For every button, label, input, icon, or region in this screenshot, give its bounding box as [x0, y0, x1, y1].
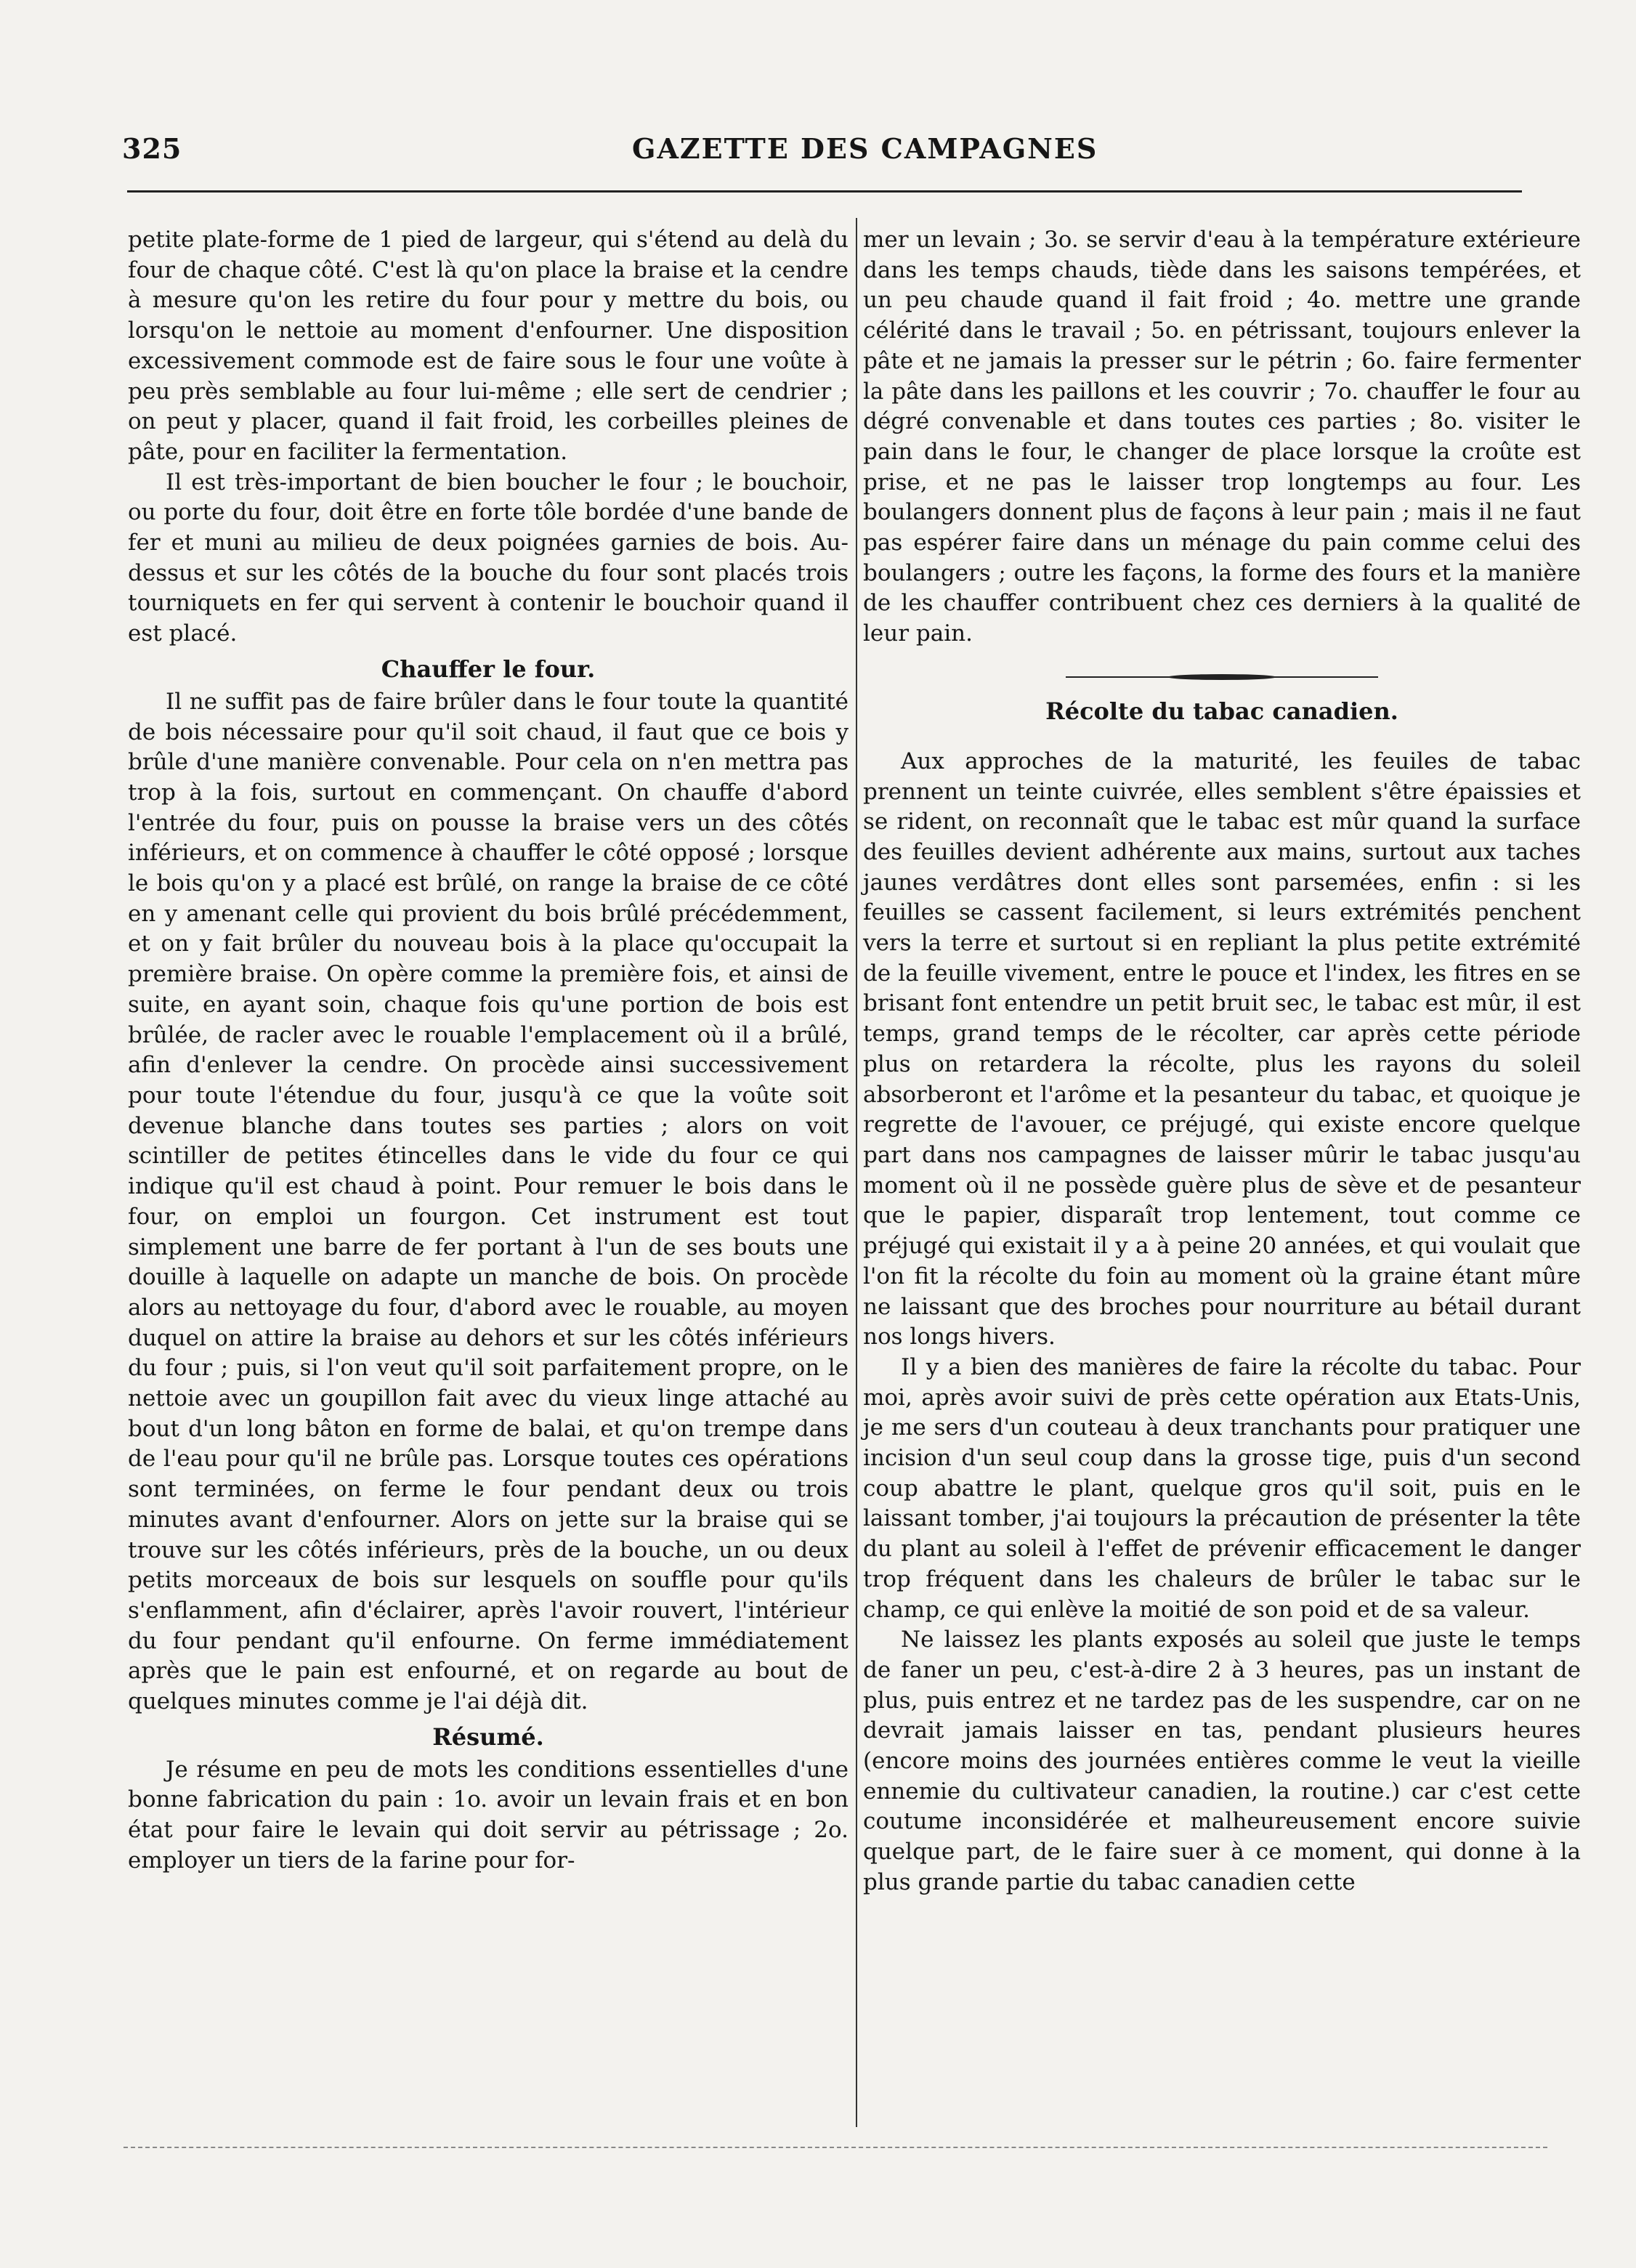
journal-title: GAZETTE DES CAMPAGNES: [632, 132, 1098, 165]
paragraph: petite plate-forme de 1 pied de largeur, qui s'étend au delà du four de chaque côté. C'est là qu'on place la braise et la cendre à mesure qu'on les retire du four pour y mettre du bois, ou lorsqu'on le nettoie au moment d'enfourner. Une disposition excessivement commode est de faire sous le four une voûte à peu près semblable au four lui-même ; elle sert de cendrier ; on peut y placer, quand il fait froid, les corbeilles pleines de pâte, pour en faciliter la fermentation.: [128, 227, 849, 465]
right-column: [863, 225, 1581, 1898]
paragraph: Je résume en peu de mots les conditions essentielles d'une bonne fabrication du pain : 1o. avoir un levain frais et en bon état pour faire le levain qui doit servir au pétrissage ; 2o. employer un tiers de la farine pour for-: [128, 1756, 849, 1874]
column-rule: [856, 218, 857, 2127]
paragraph: mer un levain ; 3o. se servir d'eau à la température extérieure dans les temps chauds, tiède dans les saisons tempérées, et un peu chaude quand il fait froid ; 4o. mettre une grande célérité dans le travail ; 5o. en pétrissant, toujours enlever la pâte et ne jamais la presser sur le pétrin ; 6o. faire fermenter la pâte dans les paillons et les couvrir ; 7o. chauffer le four au dégré convenable et dans toutes ces parties ; 8o. visiter le pain dans le four, le changer de place lorsque la croûte est prise, et ne pas le laisser trop longtemps au four. Les boulangers donnent plus de façons à leur pain ; mais il ne faut pas espérer faire dans un ménage du pain comme celui des boulangers ; outre les façons, la forme des fours et la manière de les chauffer contribuent chez ces derniers à la qualité de leur pain.: [863, 227, 1581, 647]
section-heading-recolte: Récolte du tabac canadien.: [1045, 697, 1398, 725]
page-number: 325: [122, 132, 182, 165]
section-divider-ornament: [1066, 674, 1378, 680]
paragraph: Ne laissez les plants exposés au soleil que juste le temps de faner un peu, c'est-à-dire 2 à 3 heures, pas un instant de plus, puis entrez et ne tardez pas de les suspendre, car on ne devrait jamais laisser en tas, pendant plusieurs heures (encore moins des journées entières comme le veut la vieille ennemie du cultivateur canadien, la routine.) car c'est cette coutume inconsidérée et malheureusement encore suivie quelque part, de le faire suer à ce moment, qui donne à la plus grande partie du tabac canadien cette: [863, 1627, 1581, 1895]
footer-rule: [123, 2147, 1547, 2148]
page-header: [109, 129, 1533, 180]
left-column: [128, 225, 849, 1876]
paragraph: Aux approches de la maturité, les feuiles de tabac prennent un teinte cuivrée, elles semblent s'être épaissies et se rident, on reconnaît que le tabac est mûr quand la surface des feuilles devient adhérente aux mains, surtout aux taches jaunes verdâtres dont elles sont parsemées, enfin : si les feuilles se cassent facilement, si leurs extrémités penchent vers la terre et surtout si en repliant la plus petite extrémité de la feuille vivement, entre le pouce et l'index, les fitres en se brisant font entendre un petit bruit sec, le tabac est mûr, il est temps, grand temps de le récolter, car après cette période plus on retardera la récolte, plus les rayons du soleil absorberont et l'arôme et la pesanteur du tabac, et quoique je regrette de l'avouer, ce préjugé, qui existe encore quelque part dans nos campagnes de laisser mûrir le tabac jusqu'au moment où il ne possède guère plus de sève et de pesanteur que le papier, disparaît trop lentement, tout comme ce préjugé qui existait il y a à peine 20 années, et qui voulait que l'on fit la récolte du foin au moment où la graine étant mûre ne laissant que des broches pour nourriture au bétail durant nos longs hivers.: [863, 748, 1581, 1350]
header-rule: [127, 190, 1522, 193]
paragraph: Il y a bien des manières de faire la récolte du tabac. Pour moi, après avoir suivi de près cette opération aux Etats-Unis, je me sers d'un couteau à deux tranchants pour pratiquer une incision d'un seul coup dans la grosse tige, puis d'un second coup abattre le plant, quelque gros qu'il soit, puis en le laissant tomber, j'ai toujours la précaution de présenter la tête du plant au soleil à l'effet de prévenir efficacement le danger trop fréquent dans les chaleurs de brûler le tabac sur le champ, ce qui enlève la moitié de son poid et de sa valeur.: [863, 1353, 1581, 1623]
paragraph: Il est très-important de bien boucher le four ; le bouchoir, ou porte du four, doit être en forte tôle bordée d'une bande de fer et muni au milieu de deux poignées garnies de bois. Au-dessus et sur les côtés de la bouche du four sont placés trois tourniquets en fer qui servent à contenir le bouchoir quand il est placé.: [128, 469, 849, 647]
section-heading-resume: Résumé.: [432, 1722, 544, 1751]
section-heading-chauffer: Chauffer le four.: [381, 655, 596, 683]
paragraph: Il ne suffit pas de faire brûler dans le four toute la quantité de bois nécessaire pour qu'il soit chaud, il faut que ce bois y brûle d'une manière convenable. Pour cela on n'en mettra pas trop à la fois, surtout en commençant. On chauffe d'abord l'entrée du four, puis on pousse la braise vers un des côtés inférieurs, et on commence à chauffer le côté opposé ; lorsque le bois qu'on y a placé est brûlé, on range la braise de ce côté en y amenant celle qui provient du bois brûlé précédemment, et on y fait brûler du nouveau bois à la place qu'occupait la première braise. On opère comme la première fois, et ainsi de suite, en ayant soin, chaque fois qu'une portion de bois est brûlée, de racler avec le rouable l'emplacement où il a brûlé, afin d'enlever la cendre. On procède ainsi successivement pour toute l'étendue du four, jusqu'à ce que la voûte soit devenue blanche dans toutes ses parties ; alors on voit scintiller de petites étincelles dans le vide du four ce qui indique qu'il est chaud à point. Pour remuer le bois dans le four, on emploi un fourgon. Cet instrument est tout simplement une barre de fer portant à l'un de ses bouts une douille à laquelle on adapte un manche de bois. On procède alors au nettoyage du four, d'abord avec le rouable, au moyen duquel on attire la braise au dehors et sur les côtés inférieurs du four ; puis, si l'on veut qu'il soit parfaitement propre, on le nettoie avec un goupillon fait avec du vieux linge attaché au bout d'un long bâton en forme de balai, et qu'on trempe dans de l'eau pour qu'il ne brûle pas. Lorsque toutes ces opérations sont terminées, on ferme le four pendant deux ou trois minutes avant d'enfourner. Alors on jette sur la braise qui se trouve sur les côtés inférieurs, près de la bouche, un ou deux petits morceaux de bois sur lesquels on souffle pour qu'ils s'enflamment, afin d'éclairer, après l'avoir rouvert, l'intérieur du four pendant qu'il enfourne. On ferme immédiatement après que le pain est enfourné, et on regarde au bout de quelques minutes comme je l'ai déjà dit.: [128, 688, 849, 1715]
